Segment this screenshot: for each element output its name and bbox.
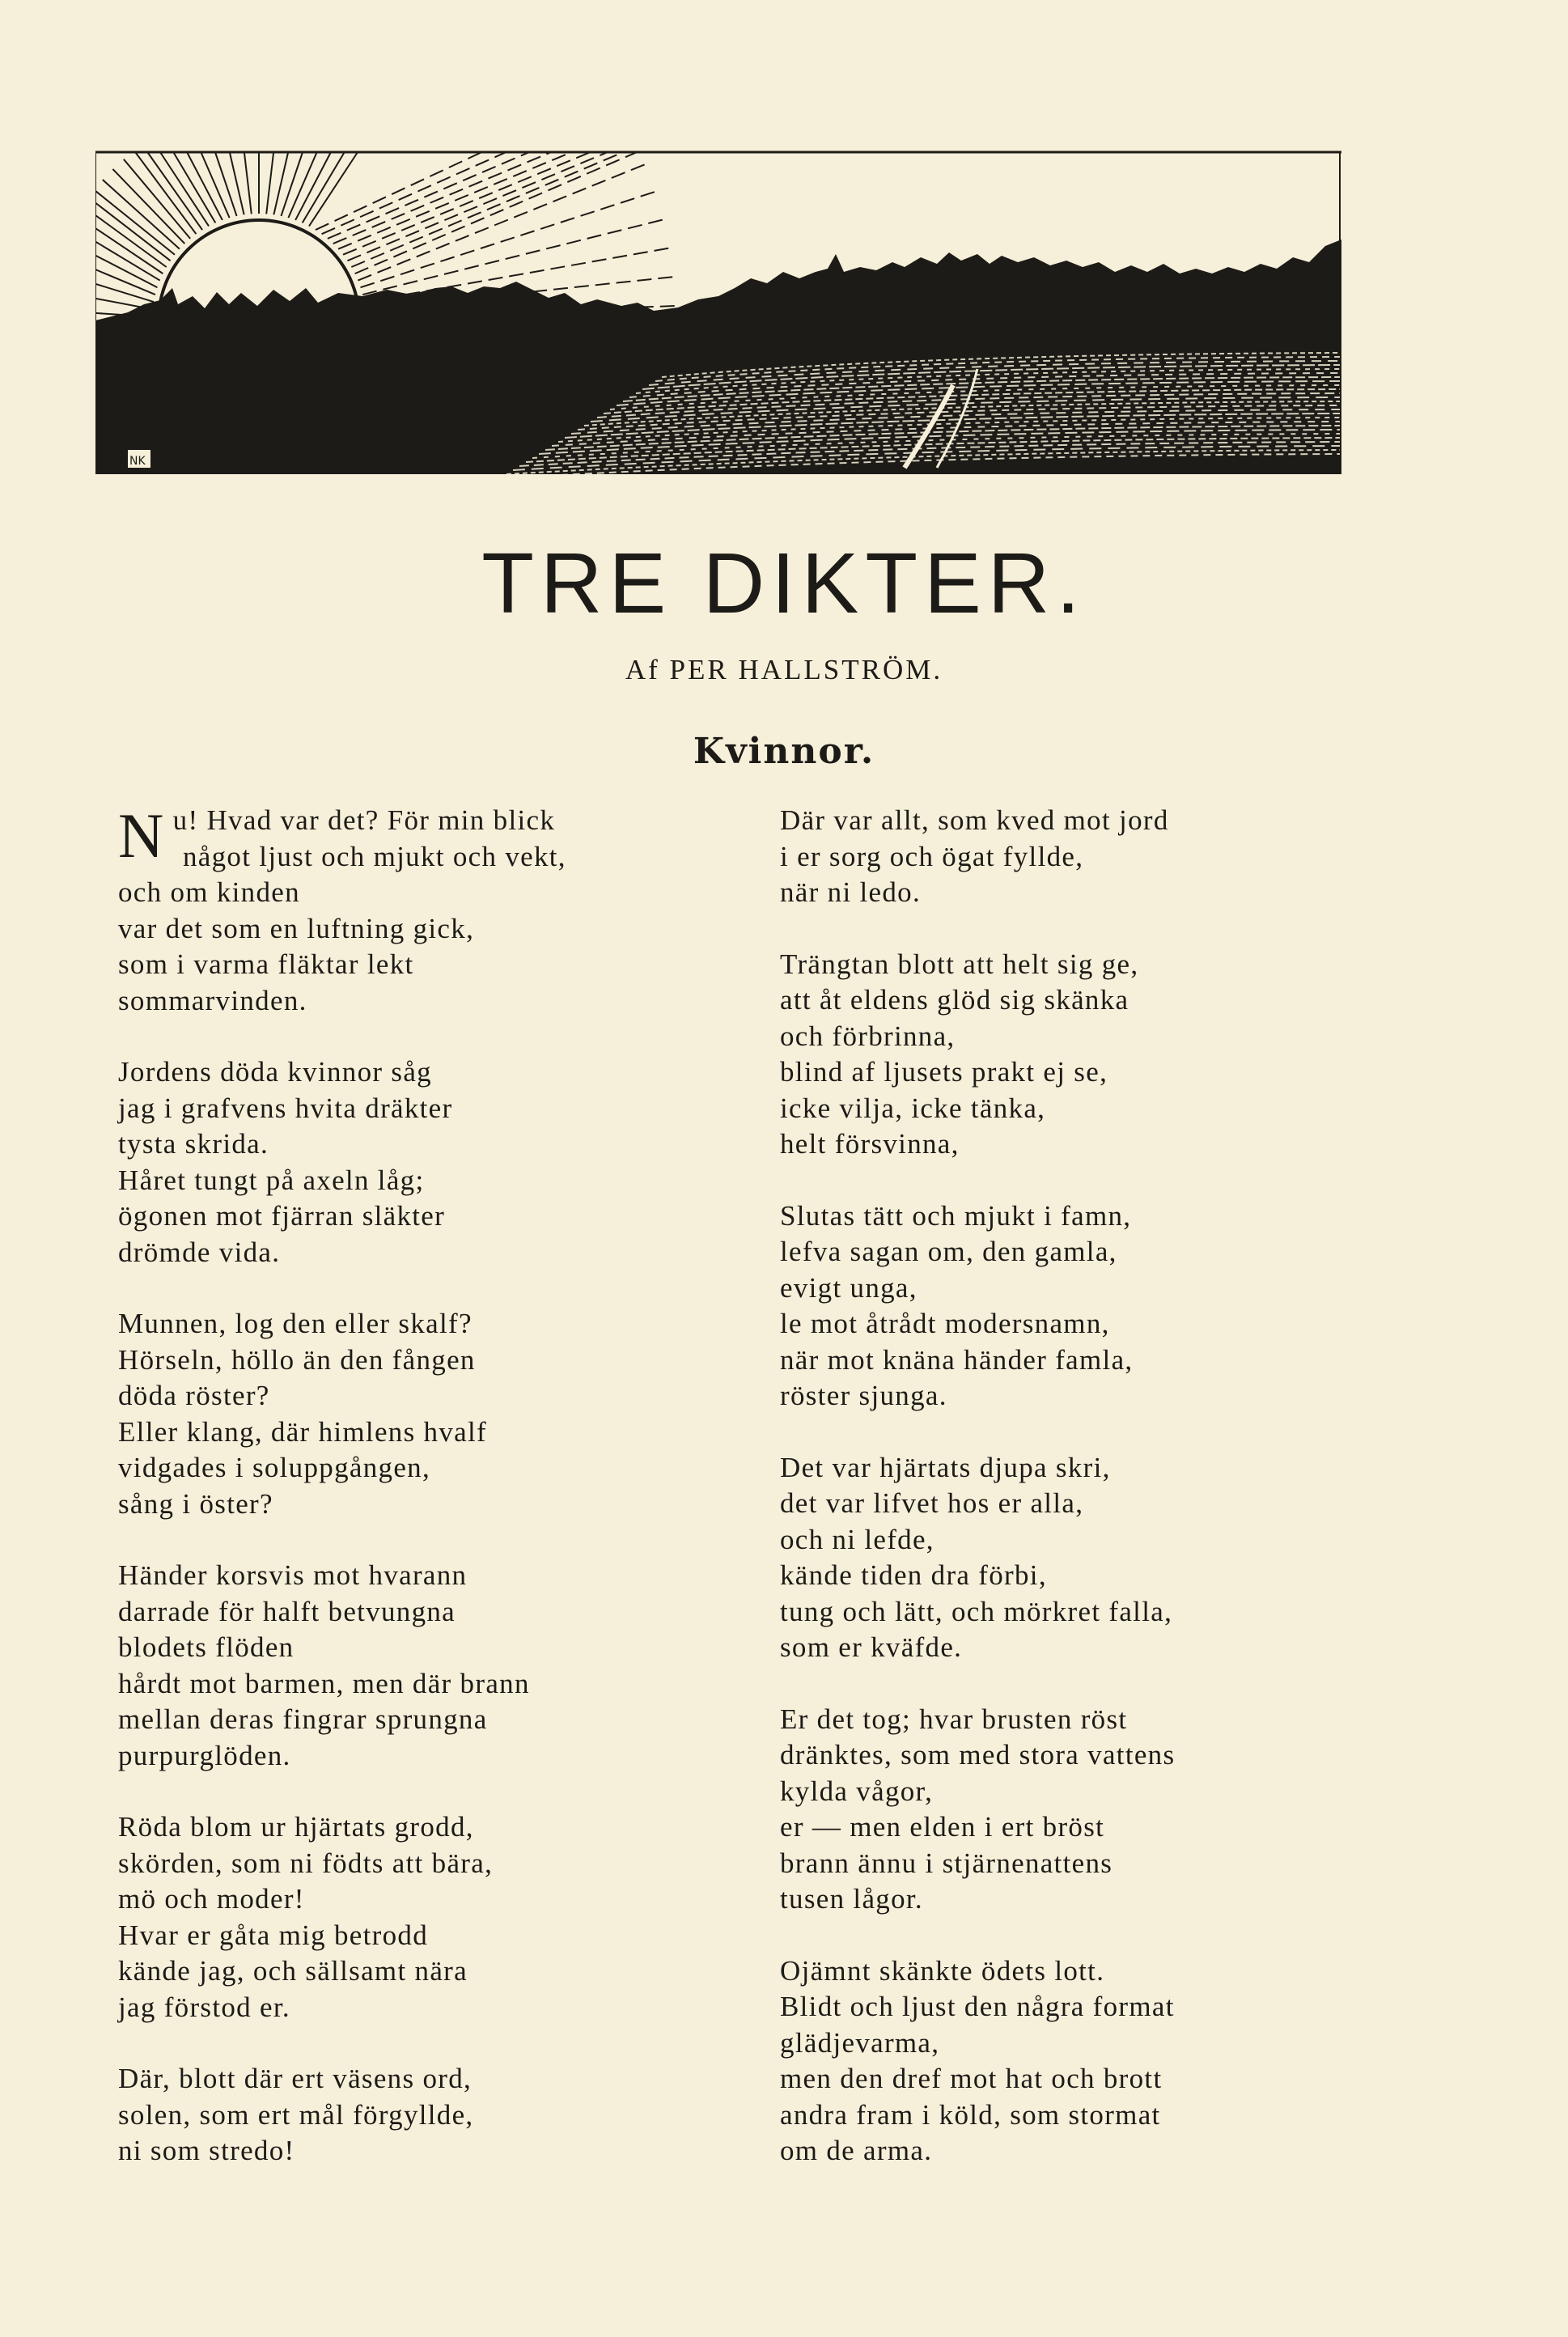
- poem-line: solen, som ert mål förgyllde,: [118, 2098, 474, 2131]
- poem-line: ni som stredo!: [118, 2135, 295, 2166]
- left-column: [118, 800, 765, 2205]
- byline-prefix: Af: [625, 654, 660, 685]
- byline: [0, 654, 1568, 686]
- article-title: TRE DIKTER.: [481, 536, 1087, 631]
- poem-line: Munnen, log den eller skalf?: [118, 1308, 473, 1339]
- poem-line: i er sorg och ögat fyllde,: [780, 840, 1084, 872]
- stanza: [780, 947, 1427, 1163]
- poem-line: blodets flöden: [118, 1631, 295, 1663]
- poem-line: Håret tungt på axeln låg;: [118, 1164, 425, 1196]
- stanza: [780, 1450, 1427, 1666]
- poem-line: Ojämnt skänkte ödets lott.: [780, 1954, 1105, 1987]
- stanza: [118, 1306, 765, 1522]
- byline-author: PER HALLSTRÖM.: [669, 654, 943, 685]
- poem-line: andra fram i köld, som stormat: [780, 2098, 1161, 2131]
- poem-line: det var lifvet hos er alla,: [780, 1487, 1084, 1519]
- stanza: [780, 1198, 1427, 1414]
- poem-line: tusen lågor.: [780, 1883, 923, 1915]
- poem-line: Blidt och ljust den några format: [780, 1991, 1175, 2022]
- poem-line: Röda blom ur hjärtats grodd,: [118, 1811, 474, 1843]
- poem-line: Slutas tätt och mjukt i famn,: [780, 1199, 1132, 1232]
- poem-line: Där, blott där ert väsens ord,: [118, 2063, 473, 2094]
- poem-line: helt försvinna,: [780, 1128, 960, 1160]
- poem-line: som er kväfde.: [780, 1631, 963, 1663]
- poem-line: drömde vida.: [118, 1236, 281, 1268]
- right-column: [780, 803, 1427, 2205]
- stanza: [780, 1702, 1427, 1918]
- poem-line: och om kinden: [118, 876, 300, 908]
- poem-line-rest: u! Hvad var det? För min blick: [172, 804, 556, 836]
- poem-line: Händer korsvis mot hvarann: [118, 1559, 468, 1591]
- poem-line: och förbrinna,: [780, 1020, 956, 1052]
- poem-line: jag förstod er.: [118, 1991, 290, 2023]
- poem-line: döda röster?: [118, 1380, 270, 1411]
- poem-line: kylda vågor,: [780, 1775, 934, 1807]
- poem-line: som i varma fläktar lekt: [118, 948, 414, 980]
- stanza: [780, 803, 1427, 911]
- poem-line: lefva sagan om, den gamla,: [780, 1236, 1117, 1267]
- poem-line: tysta skrida.: [118, 1128, 269, 1160]
- stanza: [118, 1809, 765, 2025]
- poem-line: purpurglöden.: [118, 1739, 291, 1771]
- poem-line: men den dref mot hat och brott: [780, 2063, 1163, 2094]
- poem-line: Eller klang, där himlens hvalf: [118, 1415, 487, 1448]
- poem-line: om de arma.: [780, 2135, 933, 2166]
- stanza: [780, 1953, 1427, 2169]
- poem-line: när ni ledo.: [780, 876, 922, 908]
- poem-line: evigt unga,: [780, 1271, 917, 1304]
- poem-line: ögonen mot fjärran släkter: [118, 1200, 446, 1232]
- poem-line: röster sjunga.: [780, 1380, 947, 1411]
- poem-line: var det som en luftning gick,: [118, 912, 475, 944]
- poem-line: Hvar er gåta mig betrodd: [118, 1919, 429, 1951]
- poem-line: mö och moder!: [118, 1883, 305, 1915]
- poem-line: mellan deras fingrar sprungna: [118, 1703, 488, 1735]
- sunrise-vignette: [95, 151, 1341, 474]
- poem-line: vidgades i soluppgången,: [118, 1452, 431, 1483]
- poem-line: er — men elden i ert bröst: [780, 1811, 1105, 1843]
- stanza: [118, 1054, 765, 1270]
- poem-line: blind af ljusets prakt ej se,: [780, 1056, 1108, 1088]
- stanza: [118, 2061, 765, 2169]
- poem-line: Det var hjärtats djupa skri,: [780, 1451, 1111, 1483]
- poem-line: sång i öster?: [118, 1487, 273, 1520]
- monogram-text: NK: [129, 455, 146, 468]
- poem-line: le mot åtrådt modersnamn,: [780, 1308, 1110, 1339]
- poem-line: skörden, som ni födts att bära,: [118, 1847, 494, 1879]
- poem-line: kände tiden dra förbi,: [780, 1559, 1047, 1591]
- poem-line: darrade för halft betvungna: [118, 1595, 456, 1627]
- poem-line: dränktes, som med stora vattens: [780, 1739, 1176, 1771]
- poem-line: något ljust och mjukt och vekt,: [183, 840, 566, 872]
- poem-line: jag i grafvens hvita dräkter: [118, 1092, 453, 1124]
- poem-line: Där var allt, som kved mot jord: [780, 804, 1169, 836]
- poem-line: att åt eldens glöd sig skänka: [780, 984, 1129, 1016]
- poem-line: tung och lätt, och mörkret falla,: [780, 1595, 1173, 1627]
- stanza: [118, 1558, 765, 1774]
- poem-line: icke vilja, icke tänka,: [780, 1092, 1046, 1124]
- poem-line: Trängtan blott att helt sig ge,: [780, 948, 1139, 980]
- poem-line: hårdt mot barmen, men där brann: [118, 1667, 530, 1699]
- poem-line: glädjevarma,: [780, 2026, 940, 2059]
- poem-line: Er det tog; hvar brusten röst: [780, 1703, 1128, 1735]
- poem-line: kände jag, och sällsamt nära: [118, 1955, 468, 1987]
- poem-line: när mot knäna händer famla,: [780, 1343, 1134, 1376]
- drop-cap: N: [118, 800, 165, 871]
- poem-line: och ni lefde,: [780, 1523, 934, 1555]
- poem-title: Kvinnor.: [693, 731, 875, 772]
- poem-line: Jordens döda kvinnor såg: [118, 1056, 432, 1088]
- poem-line: Hörseln, höllo än den fången: [118, 1343, 476, 1376]
- poem-line: sommarvinden.: [118, 984, 307, 1016]
- stanza: [118, 800, 765, 1019]
- poem-line: brann ännu i stjärnenattens: [780, 1847, 1113, 1879]
